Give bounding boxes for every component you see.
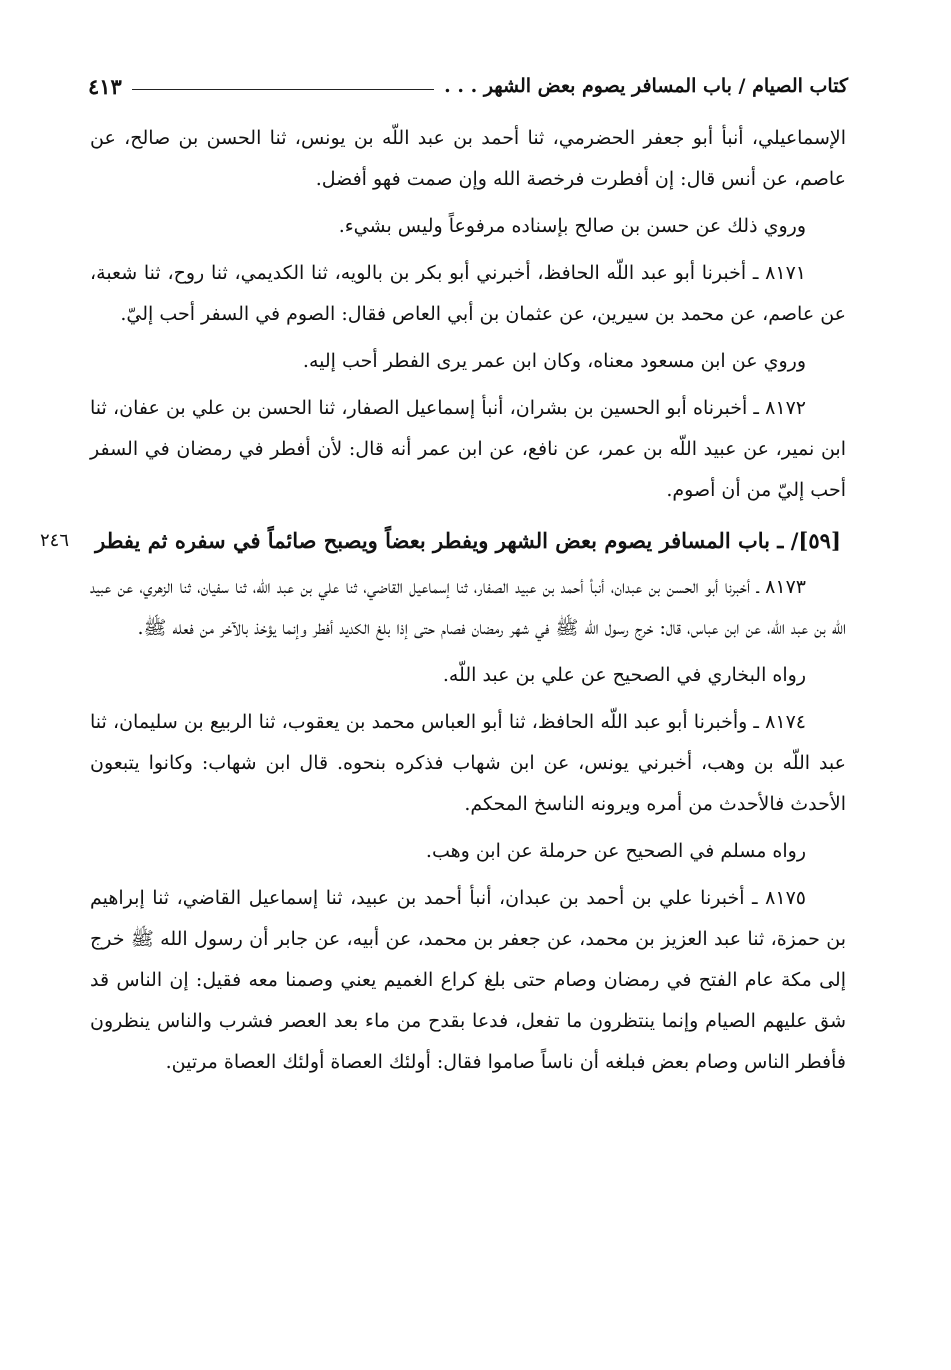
running-header [88,66,848,106]
hadith-8172: ٨١٧٢ ـ أخبرناه أبو الحسين بن بشران، أنبأ إسماعيل الصفار، ثنا الحسن بن علي بن عفان، ثنا ابن نمير، عن عبيد اللّه بن عمر، عن نافع، عن ابن عمر أنه قال: لأن أفطر في رمضان في السفر أحب إليّ من أن أصوم. [90,397,846,501]
paragraph-note: رواه مسلم في الصحيح عن حرملة عن ابن وهب. [425,840,806,862]
page-body [40,118,847,1087]
page-number: ٤١٣ [88,73,122,99]
hadith-8171: ٨١٧١ ـ أخبرنا أبو عبد اللّه الحافظ، أخبرني أبو بكر بن بالويه، ثنا الكديمي، ثنا روح، ثنا شعبة، عن عاصم، عن محمد بن سيرين، عن عثمان بن أبي العاص فقال: الصوم في السفر أحب إليّ. [90,262,846,325]
hadith-8173: ٨١٧٣ ـ أخبرنا أبو الحسن بن عبدان، أنبأ أحمد بن عبيد الصفار، ثنا إسماعيل القاضي، ثنا علي بن عبد اللّه، ثنا سفيان، ثنا الزهري، عن عبيد اللّه بن عبد اللّه، عن ابن عباس، قال: خرج رسول الله ﷺ في شهر رمضان فصام حتى إذا بلغ الكديد أفطر وإنما يؤخذ بالآخر من فعله ﷺ. [90,576,846,639]
paragraph-note: رواه البخاري في الصحيح عن علي بن عبد اللّه. [442,664,806,686]
header-rule [132,89,434,90]
header-title: كتاب الصيام / باب المسافر يصوم بعض الشهر . . . [444,75,848,97]
chapter-heading [40,521,846,561]
paragraph-continuation: الإسماعيلي، أنبأ أبو جعفر الحضرمي، ثنا أحمد بن عبد اللّه بن يونس، ثنا الحسن بن صالح، عن عاصم، عن أنس قال: إن أفطرت فرخصة الله وإن صمت فهو أفضل. [90,127,846,190]
paragraph-note: وروي ذلك عن حسن بن صالح بإسناده مرفوعاً وليس بشيء. [338,215,806,237]
paragraph-note: وروي عن ابن مسعود معناه، وكان ابن عمر يرى الفطر أحب إليه. [302,350,806,372]
hadith-8174: ٨١٧٤ ـ وأخبرنا أبو عبد اللّه الحافظ، ثنا أبو العباس محمد بن يعقوب، ثنا الربيع بن سليمان، ثنا عبد اللّه بن وهب، أخبرني يونس، عن ابن شهاب فذكره بنحوه. قال ابن شهاب: وكانوا يتبعون الأحدث فالأحدث من أمره ويرونه الناسخ المحكم. [90,711,847,815]
chapter-heading-text: [٥٩]/ ـ باب المسافر يصوم بعض الشهر ويفطر بعضاً ويصبح صائماً في سفره ثم يفطر [95,528,841,553]
hadith-8175: ٨١٧٥ ـ أخبرنا علي بن أحمد بن عبدان، أنبأ أحمد بن عبيد، ثنا إسماعيل القاضي، ثنا إبراهيم بن حمزة، ثنا عبد العزيز بن محمد، عن جعفر بن محمد، عن أبيه، عن جابر أن رسول الله ﷺ خرج إلى مكة عام الفتح في رمضان وصام حتى بلغ كراع الغميم يعني وصمنا معه فقيل: إن الناس قد شق عليهم الصيام وإنما ينتظرون ما تفعل، فدعا بقدح من ماء بعد العصر فشرب والناس ينظرون فأفطر الناس وصام بعض فبلغه أن ناساً صاموا فقال: أولئك العصاة أولئك العصاة مرتين. [90,887,846,1073]
margin-reference: ٢٤٦ [40,530,70,551]
